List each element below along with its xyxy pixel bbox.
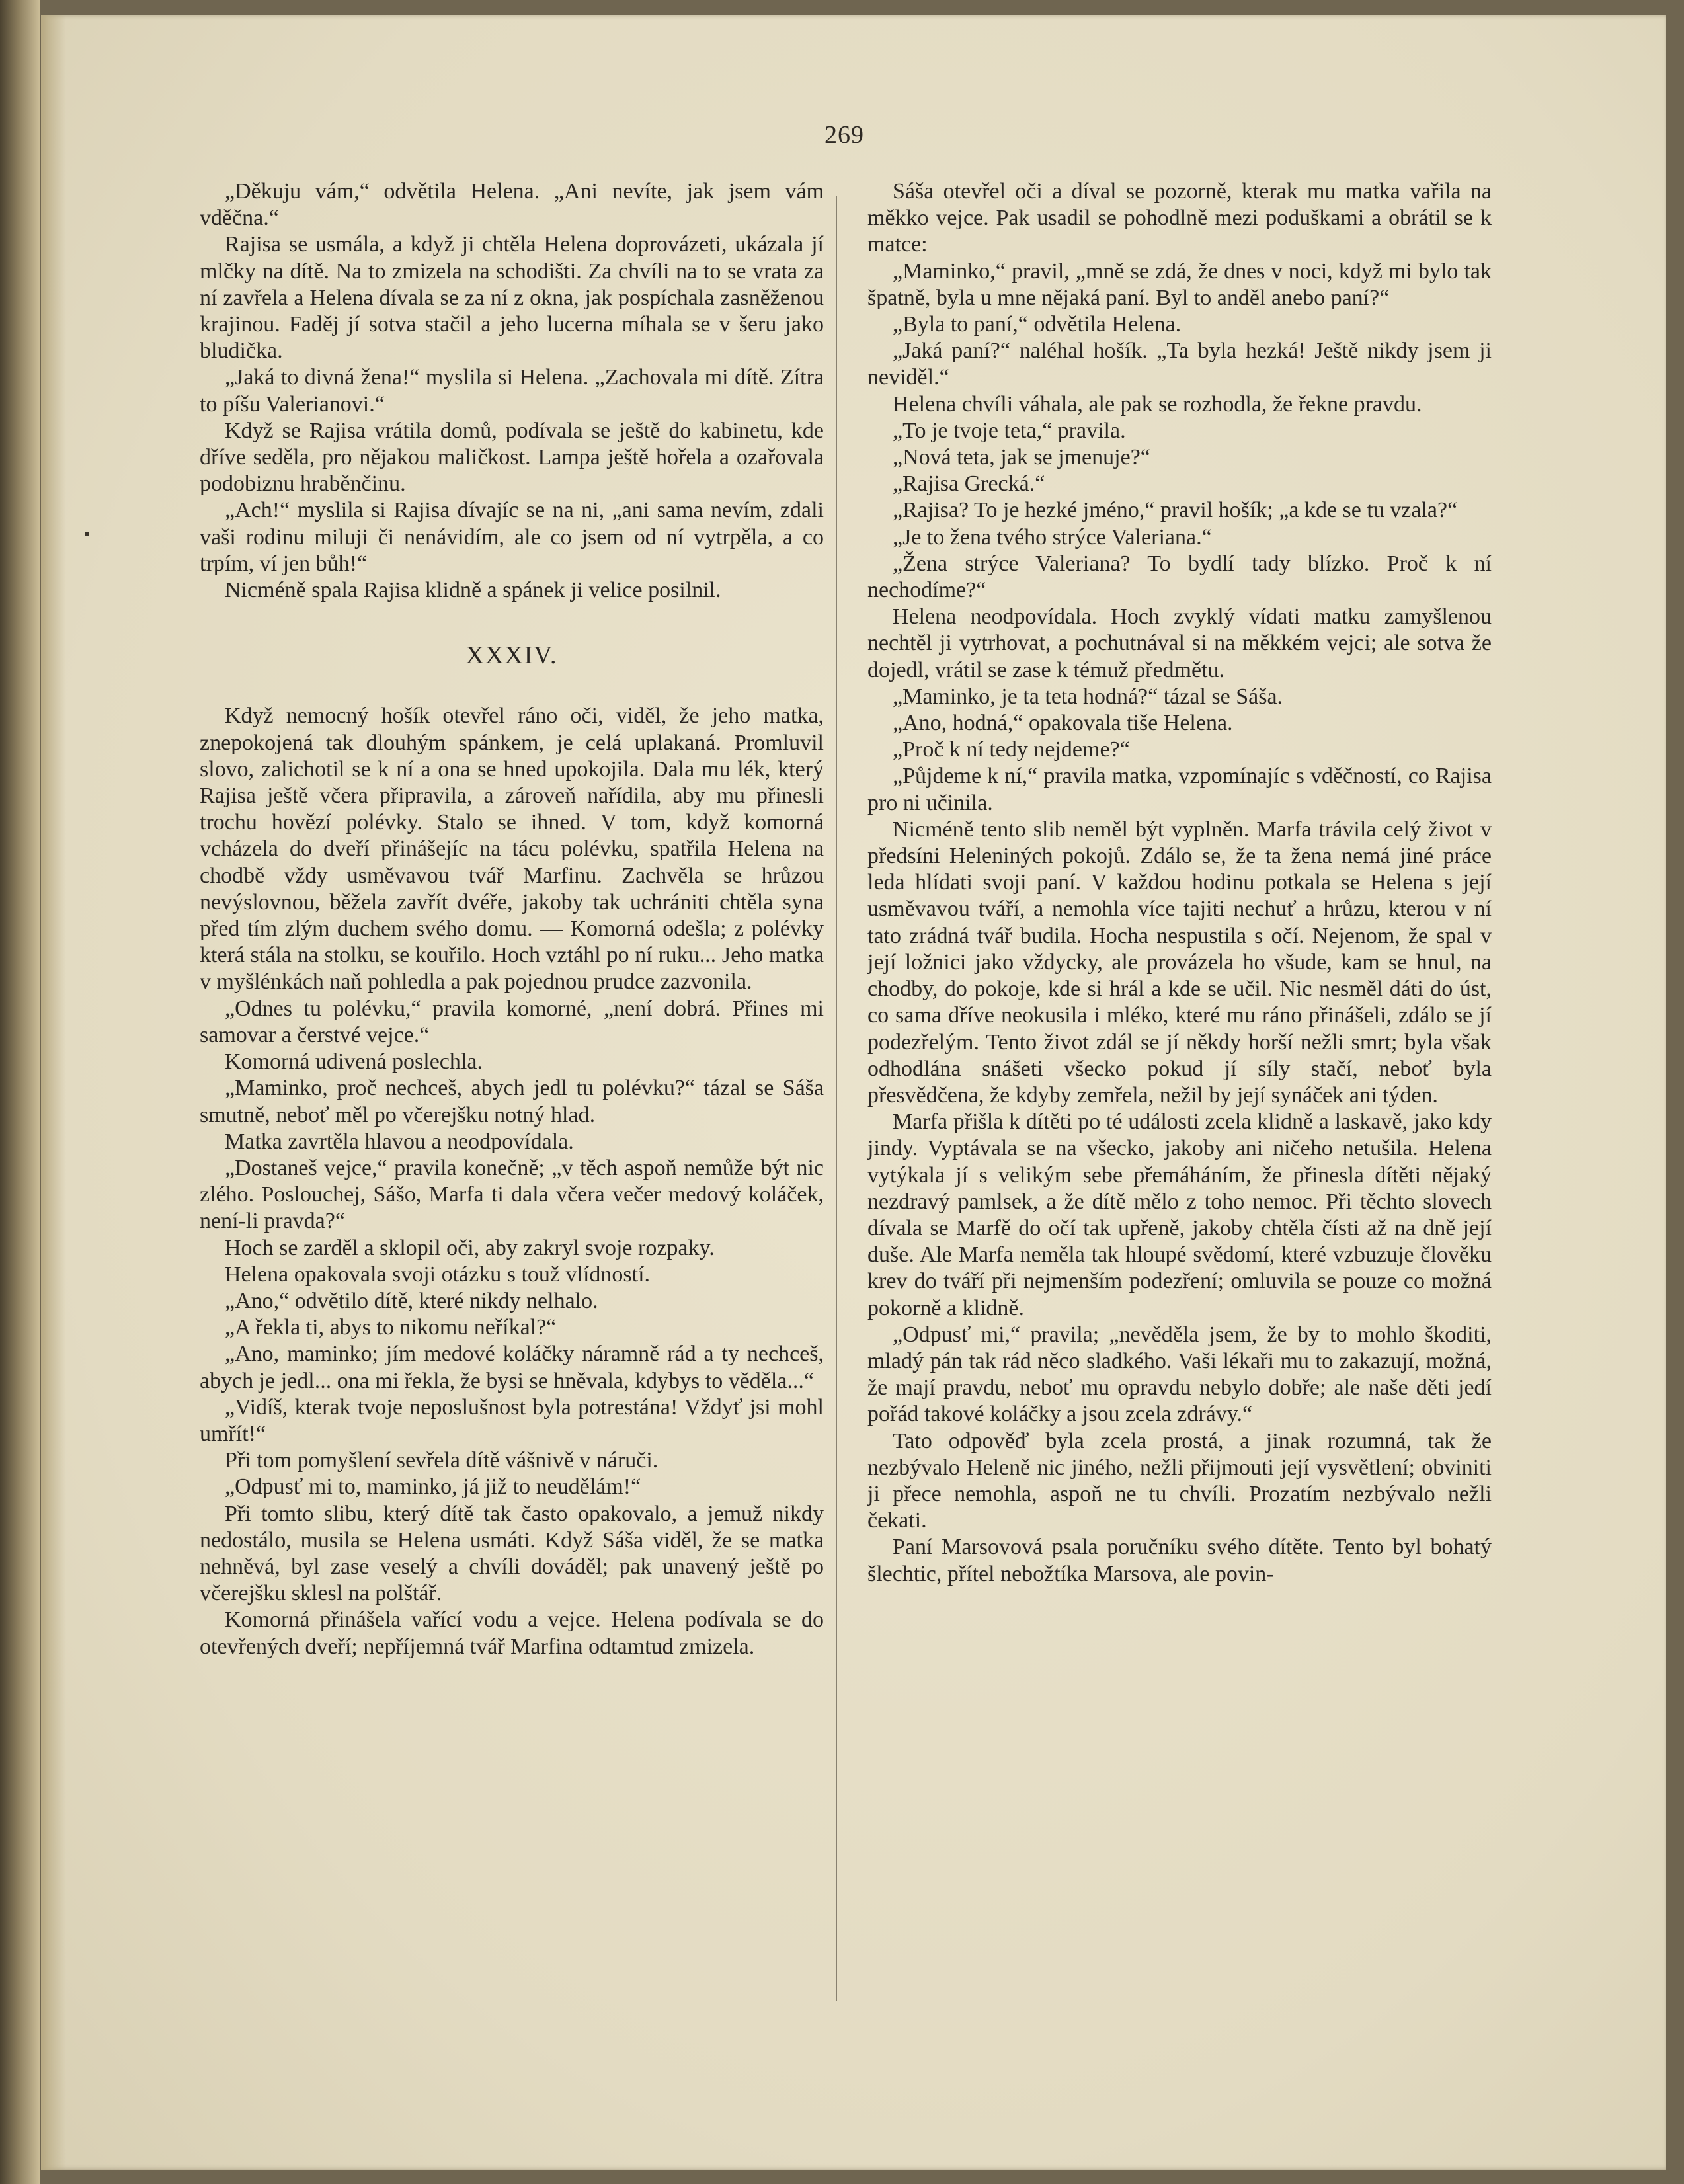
paragraph: Při tom pomyšlení sevřela dítě vášnivě v náruči. bbox=[225, 1448, 659, 1473]
paragraph: Sáša otevřel oči a díval se pozorně, kterak mu matka vařila na měkko vejce. Pak usadil se pohodlně mezi poduškami a obrátil se k matce: bbox=[867, 179, 1492, 257]
right-column bbox=[867, 179, 1492, 1588]
paragraph: Helena opakovala svoji otázku s touž vlídností. bbox=[225, 1262, 651, 1287]
paragraph: Nicméně spala Rajisa klidně a spánek ji velice posilnil. bbox=[225, 578, 721, 603]
paragraph: „Žena strýce Valeriana? To bydlí tady blízko. Proč k ní nechodíme?“ bbox=[867, 551, 1492, 603]
paragraph: „Odpusť mi,“ pravila; „nevěděla jsem, že by to mohlo škoditi, mladý pán tak rád něco sladkého. Vaši lékaři mu to zakazují, možná, že mají pravdu, neboť mu opravdu nebylo dobře; ale naše děti jedí pořád takové koláčky a jsou zcela zdrávy.“ bbox=[867, 1322, 1492, 1427]
paragraph: „Děkuju vám,“ odvětila Helena. „Ani nevíte, jak jsem vám vděčna.“ bbox=[200, 179, 824, 231]
column-divider bbox=[836, 196, 837, 2001]
paragraph: Když nemocný hošík otevřel ráno oči, viděl, že jeho matka, znepokojená tak dlouhým spánkem, je celá uplakaná. Promluvil slovo, zalichotil se k ní a ona se hned upokojila. Dala mu lék, který Rajisa ještě včera připravila, a zároveň nařídila, aby mu přinesli trochu hovězí polévky. Stalo se ihned. V tom, když komorná vcházela do dveří přinášejíc na tácu polévku, spatřila Helena na chodbě vždy usměvavou tvář Marfinu. Zachvěla se hrůzou nevýslovnou, běžela zavřít dvéře, jakoby tak uchrániti chtěla syna před tím zlým duchem svého domu. — Komorná odešla; z polévky která stála na stolku, se kouřilo. Hoch vztáhl po ní ruku... Jeho matka v myšlénkách naň pohledla a pak pojednou prudce zazvonila. bbox=[200, 704, 824, 994]
paragraph: Helena neodpovídala. Hoch zvyklý vídati matku zamyšlenou nechtěl ji vytrhovat, a pochutnával si na měkkém vejci; ale sotva že dojedl, vrátil se zase k témuž předmětu. bbox=[867, 604, 1492, 682]
paragraph: „A řekla ti, abys to nikomu neříkal?“ bbox=[225, 1315, 557, 1340]
paragraph: Komorná přinášela vařící vodu a vejce. Helena podívala se do otevřených dveří; nepříjemná tvář Marfina odtamtud zmizela. bbox=[200, 1607, 824, 1659]
paragraph: Když se Rajisa vrátila domů, podívala se ještě do kabinetu, kde dříve seděla, pro nějakou maličkost. Lampa ještě hořela a ozařovala podobiznu hraběnčinu. bbox=[200, 418, 824, 497]
paragraph: Marfa přišla k dítěti po té události zcela klidně a laskavě, jako kdy jindy. Vyptávala se na všecko, jakoby ani ničeho netušila. Helena vytýkala jí s velikým sebe přemáháním, že přinesla dítěti nějaký nezdravý pamlsek, a že dítě mělo z toho nemoc. Při těchto slovech dívala se Marfě do očí tak upřeně, jakoby chtěla čísti až na dně její duše. Ale Marfa neměla tak hloupé svědomí, které vzbuzuje člověku krev do tváří při nejmenším podezření; omluvila se pouze co možná pokorně a klidně. bbox=[867, 1110, 1492, 1320]
paragraph: „Ano, maminko; jím medové koláčky náramně rád a ty nechceš, abych je jedl... ona mi řekla, že bysi se hněvala, kdybys to věděla...“ bbox=[200, 1342, 824, 1393]
paragraph: Hoch se zarděl a sklopil oči, aby zakryl svoje rozpaky. bbox=[225, 1235, 715, 1260]
paragraph: „Rajisa Grecká.“ bbox=[893, 471, 1045, 497]
paragraph: „Vidíš, kterak tvoje neposlušnost byla potrestána! Vždyť jsi mohl umřít!“ bbox=[200, 1395, 824, 1446]
paragraph: „Maminko,“ pravil, „mně se zdá, že dnes v noci, když mi bylo tak špatně, byla u mne nějaká paní. Byl to anděl anebo paní?“ bbox=[867, 259, 1492, 310]
paragraph: „Dostaneš vejce,“ pravila konečně; „v těch aspoň nemůže být nic zlého. Poslouchej, Sášo, Marfa ti dala včera večer medový koláček, není-li pravda?“ bbox=[200, 1155, 824, 1234]
paragraph: „Ano,“ odvětilo dítě, které nikdy nelhalo. bbox=[225, 1288, 598, 1313]
previous-page-edge bbox=[0, 0, 40, 2184]
page-gutter-shadow bbox=[41, 15, 66, 2170]
paragraph: „Byla to paní,“ odvětila Helena. bbox=[893, 312, 1182, 337]
paragraph: Rajisa se usmála, a když ji chtěla Helena doprovázeti, ukázala jí mlčky na dítě. Na to zmizela na schodišti. Za chvíli na to se vrata za ní zavřela a Helena dívala se za ní z okna, jak pospíchala zasněženou krajinou. Faděj jí sotva stačil a jeho lucerna míhala se v šeru jako bludička. bbox=[200, 232, 824, 364]
paragraph: „To je tvoje teta,“ pravila. bbox=[893, 418, 1126, 443]
page-number: 269 bbox=[824, 121, 864, 149]
paragraph: „Půjdeme k ní,“ pravila matka, vzpomínajíc s vděčností, co Rajisa pro ni učinila. bbox=[867, 764, 1492, 815]
left-text-before-chapter bbox=[200, 179, 824, 604]
paragraph: „Nová teta, jak se jmenuje?“ bbox=[893, 445, 1150, 470]
ink-speck bbox=[85, 532, 89, 536]
paragraph: Helena chvíli váhala, ale pak se rozhodla, že řekne pravdu. bbox=[893, 391, 1422, 417]
chapter-heading: XXXIV. bbox=[465, 641, 558, 670]
paragraph: „Maminko, je ta teta hodná?“ tázal se Sáša. bbox=[893, 684, 1283, 709]
paragraph: Paní Marsovová psala poručníku svého dítěte. Tento byl bohatý šlechtic, přítel nebožtíka Marsova, ale povin- bbox=[867, 1535, 1492, 1586]
paragraph: „Je to žena tvého strýce Valeriana.“ bbox=[893, 524, 1212, 549]
paragraph: „Jaká paní?“ naléhal hošík. „Ta byla hezká! Ještě nikdy jsem ji neviděl.“ bbox=[867, 339, 1492, 390]
paragraph: „Ano, hodná,“ opakovala tiše Helena. bbox=[893, 711, 1233, 736]
left-text-after-chapter bbox=[200, 703, 824, 1660]
paragraph: Při tomto slibu, který dítě tak často opakovalo, a jemuž nikdy nedostálo, musila se Helena usmáti. Když Sáša viděl, že se matka nehněvá, byl zase veselý a chvíli dováděl; pak unavený ještě po včerejšku sklesl na polštář. bbox=[200, 1501, 824, 1606]
paragraph: Nicméně tento slib neměl být vyplněn. Marfa trávila celý život v předsíni Heleniných pokojů. Zdálo se, že ta žena nemá jiné práce leda hlídati svoji paní. V každou hodinu potkala se Helena s její usměvavou tváří, a nemohla více tajiti nechuť a hrůzu, kterou v ní tato zrádná tvář budila. Hocha nespustila s očí. Nejenom, že spal v její ložnici jako vždycky, ale provázela ho všude, kam se hnul, na chodby, do pokoje, kde si hrál a kde se učil. Nic nesměl dáti do úst, co sama dříve neokusila i mléko, které mu ráno přinášeli, zdálo se jí podezřelým. Tento život zdál se jí někdy horší nežli smrt; byla však odhodlána snášeti všecko pokud jí síly stačí, neboť byla přesvědčena, že kdyby zemřela, nežil by její synáček ani týden. bbox=[867, 817, 1492, 1108]
paragraph: „Odpusť mi to, maminko, já již to neudělám!“ bbox=[225, 1475, 641, 1500]
paragraph: Matka zavrtěla hlavou a neodpovídala. bbox=[225, 1129, 574, 1154]
paragraph: „Proč k ní tedy nejdeme?“ bbox=[893, 737, 1130, 762]
paragraph: „Maminko, proč nechceš, abych jedl tu polévku?“ tázal se Sáša smutně, neboť měl po včerejšku notný hlad. bbox=[200, 1076, 824, 1127]
paragraph: „Ach!“ myslila si Rajisa dívajíc se na ni, „ani sama nevím, zdali vaši rodinu miluji či nenávidím, ale co jsem od ní vytrpěla, a co trpím, ví jen bůh!“ bbox=[200, 498, 824, 576]
right-text bbox=[867, 179, 1492, 1588]
paragraph: Komorná udivená poslechla. bbox=[225, 1049, 483, 1074]
paragraph: „Rajisa? To je hezké jméno,“ pravil hošík; „a kde se tu vzala?“ bbox=[893, 498, 1458, 523]
paragraph: Tato odpověď byla zcela prostá, a jinak rozumná, tak že nezbývalo Heleně nic jiného, nežli přijmouti její vysvětlení; obviniti ji přece nemohla, aspoň ne tu chvíli. Prozatím nezbývalo nežli čekati. bbox=[867, 1428, 1492, 1533]
paragraph: „Odnes tu polévku,“ pravila komorné, „není dobrá. Přines mi samovar a čerstvé vejce.“ bbox=[200, 996, 824, 1047]
paragraph: „Jaká to divná žena!“ myslila si Helena. „Zachovala mi dítě. Zítra to píšu Valerianovi.“ bbox=[200, 365, 824, 417]
left-column bbox=[200, 179, 824, 1660]
